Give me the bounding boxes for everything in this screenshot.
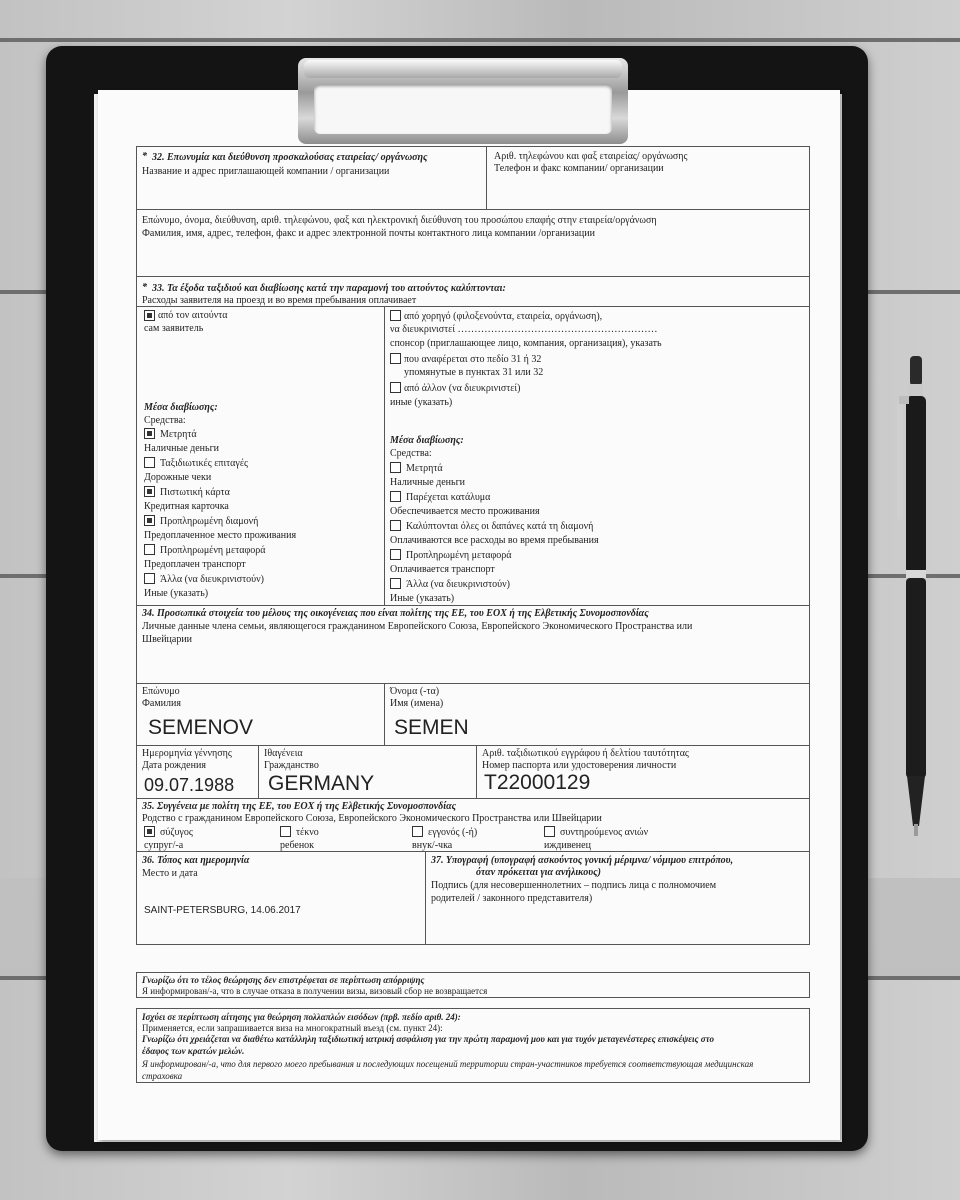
- means-label-gr: Άλλα (να διευκρινιστούν): [160, 574, 264, 585]
- insurance-line-1: Ισχύει σε περίπτωση αίτησης για θεώρηση πολλαπλών εισόδων (πρβ. πεδίο αριθ. 24):: [142, 1012, 461, 1022]
- means-checkbox[interactable]: [390, 520, 401, 531]
- phone-label-gr: Αριθ. τηλεφώνου και φαξ εταιρείας/ οργάνωσης: [494, 151, 688, 162]
- section-34-subtitle: Личные данные члена семьи, являющегося гражданином Европейского Союза, Европейского Экономического Пространства или: [142, 621, 693, 632]
- means-label-ru: Предоплаченное место проживания: [144, 530, 297, 541]
- relationship-checkbox[interactable]: [544, 826, 555, 837]
- insurance-line-5: Я информирован/-а, что для первого моего пребывания и последующих посещений территории стран-участников требуется соответствующая медицинская: [142, 1059, 754, 1069]
- section-37-title-2: όταν πρόκειται για ανήλικους): [476, 867, 601, 878]
- means-checkbox[interactable]: [144, 486, 155, 497]
- relationship-checkbox[interactable]: [280, 826, 291, 837]
- relationship-label-ru: внук/-чка: [412, 840, 453, 851]
- means-right-ru: Средства:: [390, 448, 432, 459]
- insurance-line-6: страховка: [142, 1071, 183, 1081]
- means-left-gr: Μέσα διαβίωσης:: [144, 402, 218, 413]
- relationship-label-ru: супруг/-а: [144, 840, 184, 851]
- means-label-gr: Πιστωτική κάρτα: [160, 487, 230, 498]
- means-label-ru: Оплачивается транспорт: [390, 564, 495, 575]
- relationship-label-gr: σύζυγος: [160, 827, 193, 838]
- means-checkbox[interactable]: [390, 578, 401, 589]
- sponsor-label-ru: спонсор (приглашающее лицо, компания, организация), указать: [390, 338, 662, 349]
- relationship-label-ru: ребенок: [280, 840, 315, 851]
- section-34-box: [136, 605, 810, 799]
- other-payer-label-gr: από άλλον (να διευκρινιστεί): [404, 383, 521, 394]
- means-label-ru: Дорожные чеки: [144, 472, 212, 483]
- section-34-title: 34. Προσωπικά στοιχεία του μέλους της οικογένειας που είναι πολίτης της ΕΕ, του ΕΟΧ ή της Ελβετικής Συνομοσπονδίας: [142, 608, 649, 619]
- other-payer-checkbox[interactable]: [390, 382, 401, 393]
- insurance-line-4: έδαφος των κρατών μελών.: [142, 1046, 245, 1056]
- means-label-ru: Обеспечивается место проживания: [390, 506, 540, 517]
- section-33-title: 33. Τα έξοδα ταξιδιού και διαβίωσης κατά την παραμονή του αιτούντος καλύπτονται:: [152, 283, 506, 294]
- means-checkbox[interactable]: [390, 491, 401, 502]
- means-label-ru: Предоплачен транспорт: [144, 559, 246, 570]
- means-checkbox[interactable]: [390, 549, 401, 560]
- insurance-line-3: Γνωρίζω ότι χρειάζεται να διαθέτω κατάλληλη ταξιδιωτική ιατρική ασφάλιση για την πρώτη παραμονή μου και για τυχόν μεταγενέστερες επισκέψεις στο: [142, 1034, 714, 1044]
- section-34-subtitle-2: Швейцарии: [142, 634, 193, 645]
- means-checkbox[interactable]: [144, 515, 155, 526]
- contact-label-ru: Фамилия, имя, адрес, телефон, факс и адрес электронной почты контактного лица компании /организации: [142, 228, 595, 239]
- means-label-gr: Παρέχεται κατάλυμα: [406, 492, 491, 503]
- other-payer-label-ru: иные (указать): [390, 397, 453, 408]
- section-37-title: 37. Υπογραφή (υπογραφή ασκούντος γονική μέριμνα/ νόμιμου επιτρόπου,: [431, 855, 734, 866]
- sponsor-label-gr: από χορηγό (φιλοξενούντα, εταιρεία, οργάνωση),: [404, 311, 603, 322]
- relationship-label-ru: иждивенец: [544, 840, 591, 851]
- section-32-title: 32. Επωνυμία και διεύθυνση προσκαλούσας εταιρείας/ οργάνωσης: [152, 152, 428, 163]
- name-value: SEMEN: [394, 716, 469, 739]
- section-35-title: 35. Συγγένεια με πολίτη της ΕΕ, του ΕΟΧ ή της Ελβετικής Συνομοσπονδίας: [142, 801, 457, 812]
- applicant-label-ru: сам заявитель: [144, 323, 204, 334]
- means-checkbox[interactable]: [390, 462, 401, 473]
- fee-notice-gr: Γνωρίζω ότι το τέλος θεώρησης δεν επιστρέφεται σε περίπτωση απόρριψης: [142, 975, 425, 985]
- surname-label-gr: Επώνυμο: [142, 686, 180, 697]
- doc-label-ru: Номер паспорта или удостоверения личности: [482, 760, 677, 771]
- relationship-checkbox[interactable]: [412, 826, 423, 837]
- surname-value: SEMENOV: [148, 716, 254, 739]
- section-36-subtitle: Место и дата: [142, 868, 198, 879]
- section-33-subtitle: Расходы заявителя на проезд и во время пребывания оплачивает: [142, 295, 417, 306]
- means-label-gr: Προπληρωμένη μεταφορά: [406, 550, 512, 561]
- asterisk-32: *: [142, 151, 147, 162]
- contact-label-gr: Επώνυμο, όνομα, διεύθυνση, αριθ. τηλεφώνου, φαξ και ηλεκτρονική διεύθυνση του προσώπου επαφής στην εταιρεία/οργάνωση: [142, 215, 657, 226]
- applicant-checkbox[interactable]: [144, 310, 155, 321]
- name-label-ru: Имя (имена): [390, 698, 444, 709]
- means-label-ru: Наличные деньги: [390, 477, 466, 488]
- name-label-gr: Όνομα (-τα): [390, 686, 440, 697]
- reference-checkbox[interactable]: [390, 353, 401, 364]
- place-date-value: SAINT-PETERSBURG, 14.06.2017: [144, 905, 301, 916]
- reference-label-ru: упомянутые в пунктах 31 или 32: [404, 367, 544, 378]
- means-checkbox[interactable]: [144, 544, 155, 555]
- section-37-subtitle: Подпись (для несовершеннолетних – подпись лица с полномочием: [431, 880, 717, 891]
- sponsor-label-gr-2: να διευκρινιστεί ……………………………………………………: [390, 324, 658, 335]
- means-label-gr: Προπληρωμένη διαμονή: [160, 516, 259, 527]
- means-checkbox[interactable]: [144, 457, 155, 468]
- asterisk-33: *: [142, 282, 147, 293]
- doc-label-gr: Αριθ. ταξιδιωτικού εγγράφου ή δελτίου ταυτότητας: [482, 748, 689, 759]
- means-label-ru: Оплачиваются все расходы во время пребывания: [390, 535, 599, 546]
- pen-icon: [896, 356, 936, 840]
- nationality-value: GERMANY: [268, 772, 375, 795]
- means-label-gr: Ταξιδιωτικές επιταγές: [160, 458, 248, 469]
- applicant-label-gr: από τον αιτούντα: [158, 310, 228, 321]
- means-label-gr: Άλλα (να διευκρινιστούν): [406, 579, 510, 590]
- clipboard-clip: [298, 58, 628, 144]
- reference-label-gr: που αναφέρεται στο πεδίο 31 ή 32: [404, 354, 542, 365]
- dob-value: 09.07.1988: [144, 775, 235, 795]
- sponsor-checkbox[interactable]: [390, 310, 401, 321]
- means-label-ru: Кредитная карточка: [144, 501, 229, 512]
- means-label-gr: Μετρητά: [406, 463, 443, 474]
- means-checkbox[interactable]: [144, 573, 155, 584]
- fee-notice-ru: Я информирован/-а, что в случае отказа в получении визы, визовый сбор не возвращается: [142, 986, 488, 996]
- means-label-ru: Наличные деньги: [144, 443, 220, 454]
- phone-label-ru: Телефон и факс компании/ организации: [494, 163, 664, 174]
- section-37-subtitle-2: родителей / законного представителя): [431, 893, 593, 904]
- relationship-label-gr: συντηρούμενος ανιών: [560, 827, 649, 838]
- section-36-title: 36. Τόπος και ημερομηνία: [142, 855, 250, 866]
- relationship-checkbox[interactable]: [144, 826, 155, 837]
- means-label-gr: Καλύπτονται όλες οι δαπάνες κατά τη διαμονή: [406, 521, 594, 532]
- doc-value: T22000129: [484, 771, 591, 794]
- section-32-subtitle: Название и адрес приглашающей компании / организации: [142, 166, 390, 177]
- means-right-gr: Μέσα διαβίωσης:: [390, 435, 464, 446]
- means-left-ru: Средства:: [144, 415, 186, 426]
- dob-label-ru: Дата рождения: [142, 760, 206, 771]
- means-label-ru: Иные (указать): [144, 588, 209, 599]
- dob-label-gr: Ημερομηνία γέννησης: [142, 748, 232, 759]
- insurance-line-2: Применяется, если запрашивается виза на многократный въезд (см. пункт 24):: [142, 1023, 443, 1033]
- relationship-label-gr: τέκνο: [296, 827, 319, 838]
- means-label-ru: Иные (указать): [390, 593, 455, 604]
- means-checkbox[interactable]: [144, 428, 155, 439]
- surname-label-ru: Фамилия: [142, 698, 181, 709]
- nationality-label-gr: Ιθαγένεια: [264, 748, 303, 759]
- means-label-gr: Προπληρωμένη μεταφορά: [160, 545, 266, 556]
- nationality-label-ru: Гражданство: [264, 760, 319, 771]
- means-label-gr: Μετρητά: [160, 429, 197, 440]
- relationship-label-gr: εγγονός (-ή): [428, 827, 478, 838]
- section-35-subtitle: Родство с гражданином Европейского Союза, Европейского Экономического Пространства или Швейцарии: [142, 813, 602, 824]
